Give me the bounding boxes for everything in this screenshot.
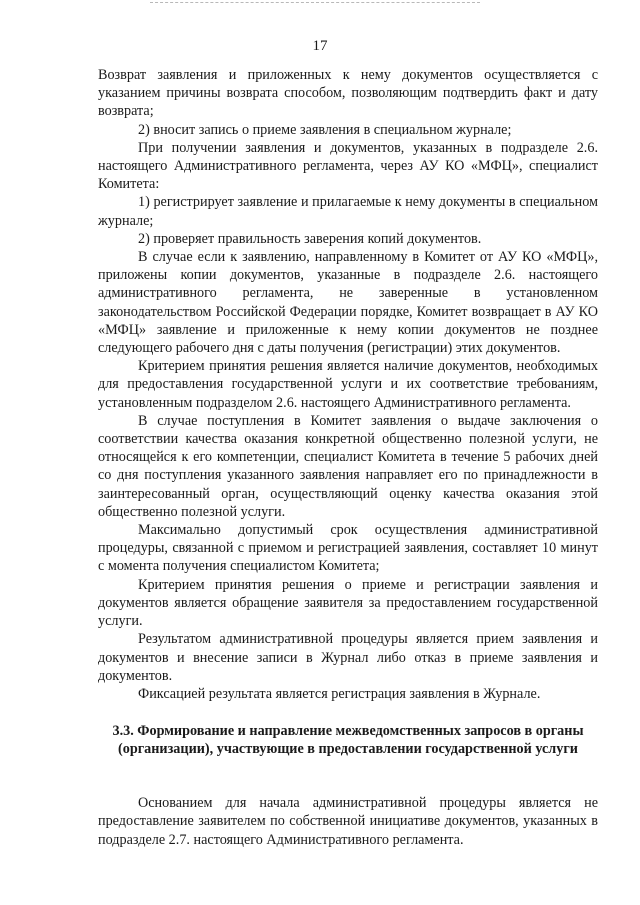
- paragraph: Результатом административной процедуры является прием заявления и документов и внесение записи в Журнал либо отказ в приеме заявления и документов.: [98, 631, 598, 684]
- paragraph: Критерием принятия решения о приеме и регистрации заявления и документов является обращение заявителя за предоставлением государственной услуги.: [98, 576, 598, 630]
- scan-edge-line: [150, 2, 480, 3]
- paragraph: Фиксацией результата является регистрация заявления в Журнале.: [138, 685, 541, 702]
- page-number: 17: [312, 38, 328, 54]
- paragraph: Возврат заявления и приложенных к нему документов осуществляется с указанием причины возврата способом, позволяющим подтвердить факт и дату возврата;: [98, 67, 598, 120]
- paragraph: В случае поступления в Комитет заявления о выдаче заключения о соответствии качества оказания конкретной общественно полезной услуги, не относящейся к его компетенции, специалист Комитета в течение 5 рабочих дней со дня поступления указанного заявления направляет его по принадлежности в заинтересованный орган, осуществляющий оценку качества оказания этой общественно полезной услуги.: [98, 412, 598, 520]
- paragraph: 1) регистрирует заявление и прилагаемые к нему документы в специальном журнале;: [98, 194, 598, 229]
- section-heading: 3.3. Формирование и направление межведомственных запросов в органы (организации), участвующие в предоставлении государственной услуги: [112, 723, 584, 757]
- paragraph: При получении заявления и документов, указанных в подразделе 2.6. настоящего Административного регламента, через АУ КО «МФЦ», специалист Комитета:: [98, 139, 598, 193]
- paragraph: Максимально допустимый срок осуществления административной процедуры, связанной с приемом и регистрацией заявления, составляет 10 минут с момента получения специалистом Комитета;: [98, 522, 598, 575]
- paragraph: Критерием принятия решения является наличие документов, необходимых для предоставления государственной услуги и их соответствие требованиям, установленным подразделом 2.6. настоящего Административного регламента.: [98, 358, 598, 411]
- paragraph: В случае если к заявлению, направленному в Комитет от АУ КО «МФЦ», приложены копии документов, указанные в подразделе 2.6. настоящего административного регламента, не заверенные в установленном законодательством Российской Федерации порядке, Комитет возвращает в АУ КО «МФЦ» заявление и приложенные к нему копии документов не позднее следующего рабочего дня с даты получения (регистрации) этих документов.: [98, 249, 598, 357]
- paragraph: 2) вносит запись о приеме заявления в специальном журнале;: [138, 121, 512, 138]
- document-body: [98, 66, 598, 849]
- paragraph: Основанием для начала административной процедуры является не предоставление заявителем по собственной инициативе документов, указанных в подразделе 2.7. настоящего Административного регламента.: [98, 795, 598, 848]
- paragraph: 2) проверяет правильность заверения копий документов.: [138, 230, 482, 247]
